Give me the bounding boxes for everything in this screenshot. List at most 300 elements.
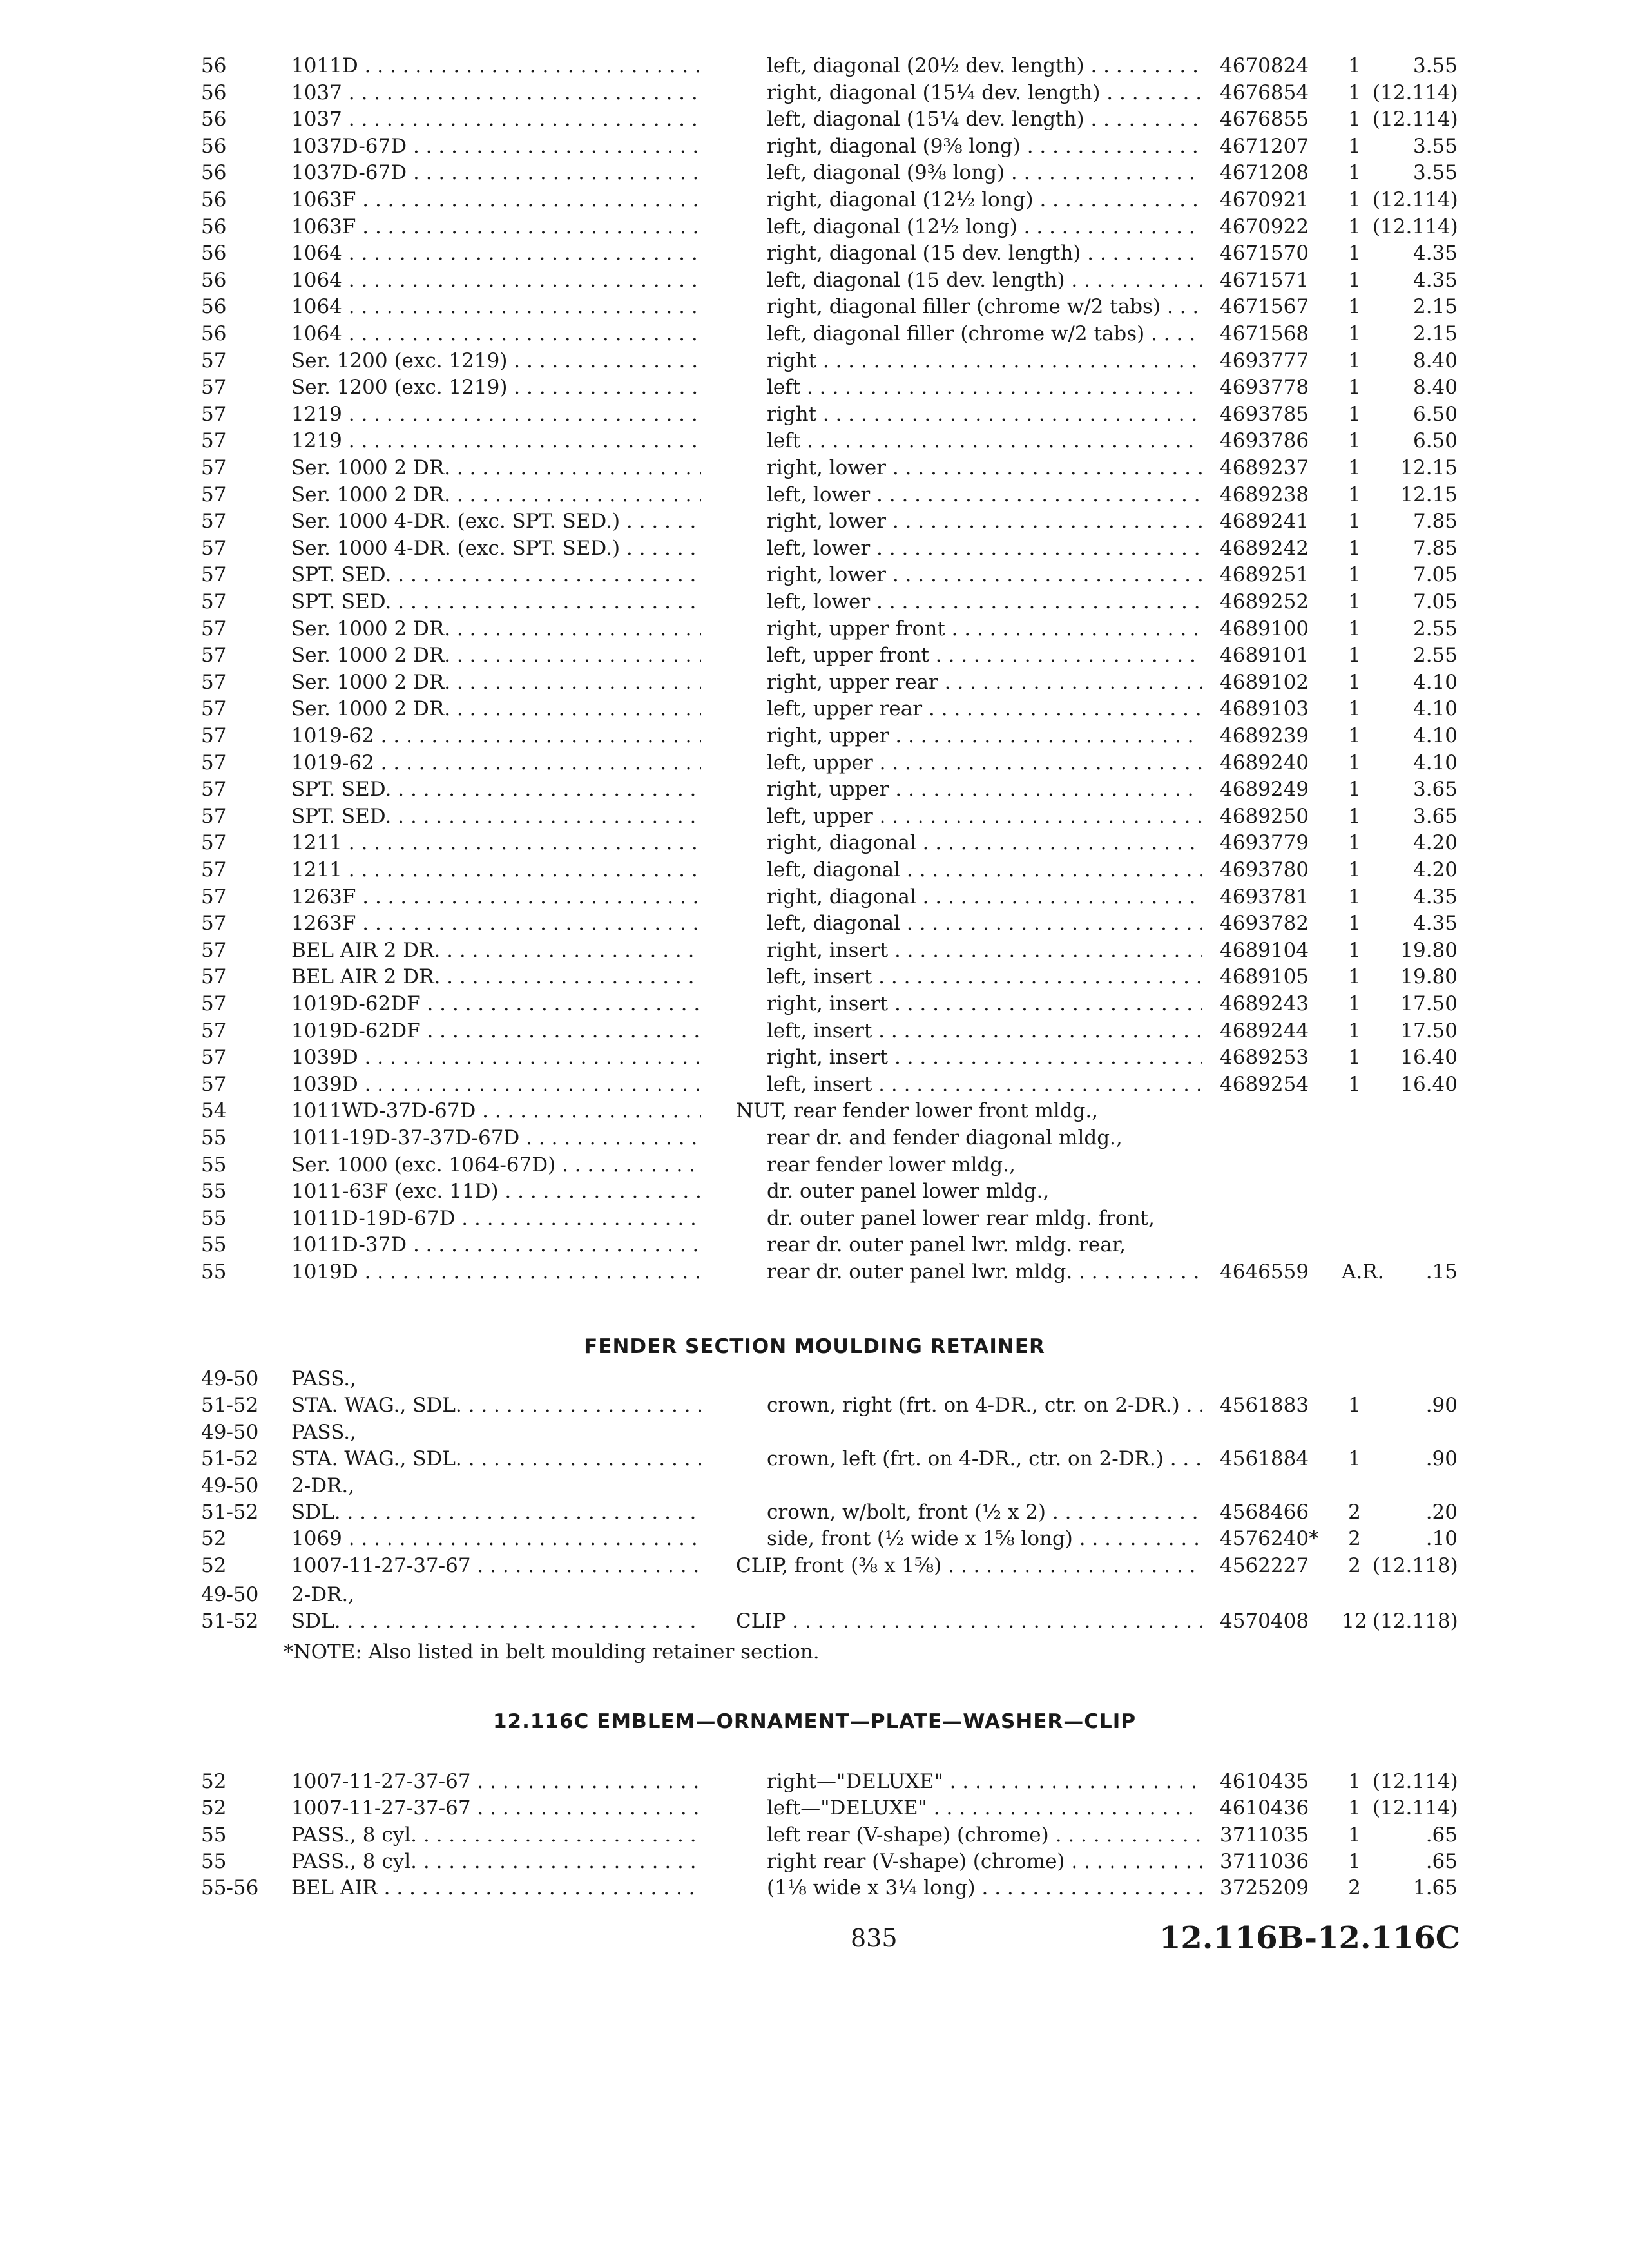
part-number-cell: 4689103 bbox=[1220, 697, 1309, 721]
part-number-cell: 4689105 bbox=[1220, 965, 1309, 989]
description-cell: crown, w/bolt, front (½ x 2) . . . bbox=[767, 1499, 1202, 1526]
part-row bbox=[0, 1232, 1629, 1258]
part-row bbox=[0, 1582, 1629, 1608]
year-cell: 56 bbox=[201, 242, 227, 265]
quantity-cell: 1 bbox=[1348, 483, 1361, 506]
price-cell: (12.114) bbox=[1373, 215, 1458, 238]
description-cell: left, diagonal filler (chrome w/2 tabs) . . . bbox=[767, 321, 1202, 347]
model-cell: PASS., bbox=[291, 1367, 356, 1390]
description-cell: side, front (½ wide x 1⅝ long) . . . bbox=[767, 1526, 1202, 1552]
description-cell: right—"DELUXE" . . . bbox=[767, 1769, 1202, 1795]
year-cell: 57 bbox=[201, 697, 227, 721]
part-number-cell: 4610436 bbox=[1220, 1796, 1309, 1820]
quantity-cell: 1 bbox=[1348, 242, 1361, 265]
part-number-cell: 4670824 bbox=[1220, 54, 1309, 77]
price-cell: 17.50 bbox=[1400, 992, 1458, 1015]
part-row bbox=[0, 723, 1629, 749]
model-cell: 1211 . . . bbox=[291, 857, 701, 883]
part-row bbox=[0, 1849, 1629, 1875]
part-row bbox=[0, 562, 1629, 588]
quantity-cell: 1 bbox=[1348, 1796, 1361, 1820]
price-cell: 4.10 bbox=[1412, 697, 1458, 721]
year-cell: 57 bbox=[201, 965, 227, 989]
part-row bbox=[0, 348, 1629, 374]
model-cell: SPT. SED. . . . bbox=[291, 562, 701, 588]
model-cell: 1011D-19D-67D . . . bbox=[291, 1206, 701, 1232]
description-cell: left, insert . . . bbox=[767, 1072, 1202, 1098]
model-cell: 1211 . . . bbox=[291, 830, 701, 856]
quantity-cell: 1 bbox=[1348, 161, 1361, 185]
quantity-cell: 1 bbox=[1348, 1823, 1361, 1847]
model-cell: 1069 . . . bbox=[291, 1526, 701, 1552]
quantity-cell: 1 bbox=[1348, 1072, 1361, 1096]
price-cell: 4.35 bbox=[1412, 912, 1458, 936]
model-cell: 1064 . . . bbox=[291, 240, 701, 267]
year-cell: 57 bbox=[201, 456, 227, 479]
year-cell: 57 bbox=[201, 885, 227, 908]
description-cell: right, upper . . . bbox=[767, 723, 1202, 749]
year-cell: 55 bbox=[201, 1153, 227, 1177]
part-number-cell: 4689252 bbox=[1220, 590, 1309, 613]
quantity-cell: 1 bbox=[1348, 215, 1361, 238]
description-cell: right, upper rear . . . bbox=[767, 669, 1202, 696]
price-cell: .20 bbox=[1425, 1501, 1458, 1524]
year-cell: 57 bbox=[201, 1019, 227, 1043]
part-row bbox=[0, 1822, 1629, 1849]
quantity-cell: 1 bbox=[1348, 1046, 1361, 1070]
description-cell: left, diagonal . . . bbox=[767, 857, 1202, 883]
model-cell: 1063F . . . bbox=[291, 214, 701, 240]
description-cell: left, lower . . . bbox=[767, 589, 1202, 615]
year-cell: 57 bbox=[201, 402, 227, 426]
price-cell: 4.20 bbox=[1412, 858, 1458, 881]
model-cell: 1007-11-27-37-67 . . . bbox=[291, 1769, 701, 1795]
year-cell: 56 bbox=[201, 108, 227, 131]
description-cell: left, insert . . . bbox=[767, 1018, 1202, 1044]
part-number-cell: 4676855 bbox=[1220, 108, 1309, 131]
part-number-cell: 4562227 bbox=[1220, 1554, 1309, 1577]
year-cell: 57 bbox=[201, 938, 227, 962]
part-number-cell: 4693778 bbox=[1220, 376, 1309, 399]
price-cell: 7.85 bbox=[1412, 536, 1458, 560]
model-cell: 1219 . . . bbox=[291, 401, 701, 428]
year-cell: 57 bbox=[201, 376, 227, 399]
quantity-cell: 1 bbox=[1348, 644, 1361, 668]
description-cell: right, insert . . . bbox=[767, 937, 1202, 964]
price-cell: 16.40 bbox=[1400, 1072, 1458, 1096]
model-cell: STA. WAG., SDL. . . . bbox=[291, 1392, 701, 1419]
part-row bbox=[0, 991, 1629, 1017]
price-cell: 3.55 bbox=[1412, 134, 1458, 158]
part-row bbox=[0, 1392, 1629, 1419]
model-cell: 1037D-67D . . . bbox=[291, 160, 701, 186]
price-cell: 4.10 bbox=[1412, 670, 1458, 694]
description-cell: right, lower . . . bbox=[767, 562, 1202, 588]
part-row bbox=[0, 1526, 1629, 1552]
price-cell: (12.114) bbox=[1373, 108, 1458, 131]
quantity-cell: 1 bbox=[1348, 188, 1361, 211]
part-row bbox=[0, 1473, 1629, 1499]
part-number-cell: 4689242 bbox=[1220, 536, 1309, 560]
part-number-cell: 4670921 bbox=[1220, 188, 1309, 211]
quantity-cell: A.R. bbox=[1342, 1260, 1384, 1283]
quantity-cell: 2 bbox=[1348, 1876, 1361, 1899]
price-cell: (12.114) bbox=[1373, 81, 1458, 104]
part-row bbox=[0, 1044, 1629, 1071]
part-row bbox=[0, 240, 1629, 267]
model-cell: Ser. 1200 (exc. 1219) . . . bbox=[291, 348, 701, 374]
quantity-cell: 1 bbox=[1348, 536, 1361, 560]
part-row bbox=[0, 106, 1629, 133]
part-number-cell: 4693786 bbox=[1220, 429, 1309, 453]
quantity-cell: 1 bbox=[1348, 965, 1361, 989]
description-cell: left, insert . . . bbox=[767, 964, 1202, 990]
quantity-cell: 1 bbox=[1348, 1850, 1361, 1873]
model-cell: Ser. 1000 2 DR. . . . bbox=[291, 642, 701, 669]
part-number-cell: 4689244 bbox=[1220, 1019, 1309, 1043]
part-number-cell: 4693779 bbox=[1220, 831, 1309, 855]
model-cell: 2-DR., bbox=[291, 1583, 355, 1606]
year-cell: 57 bbox=[201, 831, 227, 855]
description-cell: left, upper . . . bbox=[767, 803, 1202, 830]
part-row bbox=[0, 776, 1629, 803]
quantity-cell: 2 bbox=[1348, 1527, 1361, 1550]
model-cell: PASS., 8 cyl. . . . bbox=[291, 1822, 701, 1849]
price-cell: 6.50 bbox=[1412, 429, 1458, 453]
quantity-cell: 1 bbox=[1348, 938, 1361, 962]
part-row bbox=[0, 428, 1629, 454]
model-cell: 1011-19D-37-37D-67D . . . bbox=[291, 1125, 701, 1151]
description-cell: left, diagonal (12½ long) . . . bbox=[767, 214, 1202, 240]
part-row bbox=[0, 53, 1629, 79]
part-row bbox=[0, 1553, 1629, 1579]
description-cell: right rear (V-shape) (chrome) . . . bbox=[767, 1849, 1202, 1875]
year-cell: 52 bbox=[201, 1796, 227, 1820]
part-row bbox=[0, 696, 1629, 722]
model-cell: 1011D . . . bbox=[291, 53, 701, 79]
quantity-cell: 2 bbox=[1348, 1554, 1361, 1577]
description-cell: right, diagonal . . . bbox=[767, 884, 1202, 910]
part-row bbox=[0, 1018, 1629, 1044]
price-cell: 19.80 bbox=[1400, 965, 1458, 989]
description-cell: right . . . bbox=[767, 401, 1202, 428]
page-number: 835 bbox=[851, 1924, 898, 1952]
model-cell: 1064 . . . bbox=[291, 321, 701, 347]
model-cell: 1037 . . . bbox=[291, 106, 701, 133]
description-cell: NUT, rear fender lower front mldg., bbox=[736, 1099, 1099, 1123]
year-cell: 57 bbox=[201, 349, 227, 372]
year-cell: 57 bbox=[201, 617, 227, 640]
price-cell: 2.55 bbox=[1412, 617, 1458, 640]
description-cell: right, diagonal (15¼ dev. length) . . . bbox=[767, 80, 1202, 106]
year-cell: 56 bbox=[201, 268, 227, 292]
part-row bbox=[0, 750, 1629, 776]
part-number-cell: 4689253 bbox=[1220, 1046, 1309, 1070]
model-cell: Ser. 1000 4-DR. (exc. SPT. SED.) . . . bbox=[291, 508, 701, 535]
part-row bbox=[0, 1875, 1629, 1901]
description-cell: left, diagonal (20½ dev. length) . . . bbox=[767, 53, 1202, 79]
year-cell: 57 bbox=[201, 992, 227, 1015]
part-number-cell: 4693777 bbox=[1220, 349, 1309, 372]
price-cell: (12.118) bbox=[1373, 1554, 1458, 1577]
part-number-cell: 4689241 bbox=[1220, 510, 1309, 533]
quantity-cell: 1 bbox=[1348, 268, 1361, 292]
description-cell: right, diagonal filler (chrome w/2 tabs) . . . bbox=[767, 294, 1202, 320]
description-cell: rear dr. outer panel lwr. mldg. . . . bbox=[767, 1259, 1202, 1285]
model-cell: Ser. 1000 2 DR. . . . bbox=[291, 669, 701, 696]
description-cell: left—"DELUXE" . . . bbox=[767, 1795, 1202, 1821]
part-row bbox=[0, 1769, 1629, 1795]
quantity-cell: 1 bbox=[1348, 858, 1361, 881]
quantity-cell: 1 bbox=[1348, 885, 1361, 908]
price-cell: .90 bbox=[1425, 1394, 1458, 1417]
part-number-cell: 4689250 bbox=[1220, 804, 1309, 828]
model-cell: Ser. 1200 (exc. 1219) . . . bbox=[291, 374, 701, 401]
part-number-cell: 4689254 bbox=[1220, 1072, 1309, 1096]
year-cell: 55 bbox=[201, 1206, 227, 1230]
description-cell: crown, left (frt. on 4-DR., ctr. on 2-DR.) . . . bbox=[767, 1446, 1202, 1472]
model-cell: 1263F . . . bbox=[291, 910, 701, 937]
part-number-cell: 4689243 bbox=[1220, 992, 1309, 1015]
description-cell: right, insert . . . bbox=[767, 1044, 1202, 1071]
year-cell: 55 bbox=[201, 1260, 227, 1283]
year-cell: 55 bbox=[201, 1180, 227, 1204]
description-cell: right, diagonal (15 dev. length) . . . bbox=[767, 240, 1202, 267]
part-row bbox=[0, 830, 1629, 856]
description-cell: right, upper . . . bbox=[767, 776, 1202, 803]
part-row bbox=[0, 321, 1629, 347]
model-cell: 1019D-62DF . . . bbox=[291, 1018, 701, 1044]
part-row bbox=[0, 267, 1629, 294]
model-cell: BEL AIR 2 DR. . . . bbox=[291, 937, 701, 964]
year-cell: 56 bbox=[201, 295, 227, 319]
part-row bbox=[0, 884, 1629, 910]
year-cell: 55 bbox=[201, 1126, 227, 1149]
year-cell: 57 bbox=[201, 1072, 227, 1096]
model-cell: Ser. 1000 2 DR. . . . bbox=[291, 616, 701, 642]
description-cell: left, upper . . . bbox=[767, 750, 1202, 776]
year-cell: 55 bbox=[201, 1233, 227, 1257]
part-number-cell: 4689249 bbox=[1220, 778, 1309, 802]
model-cell: SPT. SED. . . . bbox=[291, 589, 701, 615]
model-cell: 1007-11-27-37-67 . . . bbox=[291, 1553, 701, 1579]
description-cell: CLIP . . . bbox=[736, 1608, 1202, 1635]
year-cell: 57 bbox=[201, 590, 227, 613]
price-cell: 7.85 bbox=[1412, 510, 1458, 533]
description-cell: left, diagonal . . . bbox=[767, 910, 1202, 937]
quantity-cell: 1 bbox=[1348, 912, 1361, 936]
description-cell: right, lower . . . bbox=[767, 455, 1202, 481]
part-number-cell: 4561883 bbox=[1220, 1394, 1309, 1417]
part-number-cell: 4671208 bbox=[1220, 161, 1309, 185]
description-cell: right, diagonal . . . bbox=[767, 830, 1202, 856]
model-cell: 1037 . . . bbox=[291, 80, 701, 106]
part-row bbox=[0, 455, 1629, 481]
price-cell: (12.118) bbox=[1373, 1610, 1458, 1633]
year-cell: 57 bbox=[201, 1046, 227, 1070]
description-cell: left, lower . . . bbox=[767, 535, 1202, 562]
price-cell: (12.114) bbox=[1373, 1770, 1458, 1793]
part-number-cell: 4689100 bbox=[1220, 617, 1309, 640]
part-row bbox=[0, 1178, 1629, 1205]
model-cell: SDL. . . . bbox=[291, 1608, 701, 1635]
price-cell: 2.55 bbox=[1412, 644, 1458, 668]
description-cell: right . . . bbox=[767, 348, 1202, 374]
price-cell: .90 bbox=[1425, 1447, 1458, 1470]
part-row bbox=[0, 1072, 1629, 1098]
year-cell: 51-52 bbox=[201, 1501, 259, 1524]
year-cell: 57 bbox=[201, 778, 227, 802]
price-cell: .15 bbox=[1425, 1260, 1458, 1283]
year-cell: 51-52 bbox=[201, 1447, 259, 1470]
quantity-cell: 1 bbox=[1348, 1770, 1361, 1793]
part-row bbox=[0, 1608, 1629, 1635]
part-row bbox=[0, 374, 1629, 401]
part-number-cell: 4689237 bbox=[1220, 456, 1309, 479]
quantity-cell: 1 bbox=[1348, 563, 1361, 587]
year-cell: 55 bbox=[201, 1823, 227, 1847]
description-cell: left, lower . . . bbox=[767, 482, 1202, 508]
part-number-cell: 4646559 bbox=[1220, 1260, 1309, 1283]
quantity-cell: 1 bbox=[1348, 108, 1361, 131]
year-cell: 56 bbox=[201, 215, 227, 238]
model-cell: 1263F . . . bbox=[291, 884, 701, 910]
part-number-cell: 4671570 bbox=[1220, 242, 1309, 265]
description-cell: dr. outer panel lower mldg., bbox=[767, 1180, 1050, 1204]
part-row bbox=[0, 616, 1629, 642]
description-cell: left, upper rear . . . bbox=[767, 696, 1202, 722]
part-number-cell: 4561884 bbox=[1220, 1447, 1309, 1470]
model-cell: 1039D . . . bbox=[291, 1072, 701, 1098]
price-cell: .10 bbox=[1425, 1527, 1458, 1550]
part-row bbox=[0, 642, 1629, 669]
part-row bbox=[0, 401, 1629, 428]
part-number-cell: 4568466 bbox=[1220, 1501, 1309, 1524]
quantity-cell: 1 bbox=[1348, 376, 1361, 399]
price-cell: 17.50 bbox=[1400, 1019, 1458, 1043]
section-heading-fender-retainer: FENDER SECTION MOULDING RETAINER bbox=[584, 1335, 1045, 1358]
quantity-cell: 1 bbox=[1348, 804, 1361, 828]
year-cell: 56 bbox=[201, 188, 227, 211]
part-row bbox=[0, 857, 1629, 883]
model-cell: 2-DR., bbox=[291, 1474, 355, 1497]
price-cell: 8.40 bbox=[1412, 349, 1458, 372]
price-cell: .65 bbox=[1425, 1823, 1458, 1847]
quantity-cell: 1 bbox=[1348, 134, 1361, 158]
part-row bbox=[0, 669, 1629, 696]
quantity-cell: 1 bbox=[1348, 778, 1361, 802]
price-cell: 19.80 bbox=[1400, 938, 1458, 962]
quantity-cell: 2 bbox=[1348, 1501, 1361, 1524]
model-cell: 1011-63F (exc. 11D) . . . bbox=[291, 1178, 701, 1205]
part-number-cell: 3711036 bbox=[1220, 1850, 1309, 1873]
year-cell: 52 bbox=[201, 1554, 227, 1577]
price-cell: 3.65 bbox=[1412, 804, 1458, 828]
part-row bbox=[0, 1098, 1629, 1124]
price-cell: 7.05 bbox=[1412, 590, 1458, 613]
year-cell: 56 bbox=[201, 54, 227, 77]
price-cell: (12.114) bbox=[1373, 188, 1458, 211]
description-cell: right, upper front . . . bbox=[767, 616, 1202, 642]
section-heading-emblem: 12.116C EMBLEM—ORNAMENT—PLATE—WASHER—CLIP bbox=[492, 1710, 1137, 1733]
description-cell: left, diagonal (15¼ dev. length) . . . bbox=[767, 106, 1202, 133]
quantity-cell: 1 bbox=[1348, 697, 1361, 721]
year-cell: 57 bbox=[201, 858, 227, 881]
model-cell: 1007-11-27-37-67 . . . bbox=[291, 1795, 701, 1821]
model-cell: SPT. SED. . . . bbox=[291, 803, 701, 830]
price-cell: 7.05 bbox=[1412, 563, 1458, 587]
description-cell: right, diagonal (9⅜ long) . . . bbox=[767, 133, 1202, 160]
quantity-cell: 1 bbox=[1348, 349, 1361, 372]
description-cell: crown, right (frt. on 4-DR., ctr. on 2-DR.) . . . bbox=[767, 1392, 1202, 1419]
description-cell: rear dr. outer panel lwr. mldg. rear, bbox=[767, 1233, 1126, 1257]
description-cell: rear fender lower mldg., bbox=[767, 1153, 1016, 1177]
year-cell: 51-52 bbox=[201, 1610, 259, 1633]
part-number-cell: 4689238 bbox=[1220, 483, 1309, 506]
year-cell: 56 bbox=[201, 161, 227, 185]
price-cell: 4.10 bbox=[1412, 724, 1458, 747]
model-cell: 1019-62 . . . bbox=[291, 750, 701, 776]
part-number-cell: 4676854 bbox=[1220, 81, 1309, 104]
part-number-cell: 4671207 bbox=[1220, 134, 1309, 158]
year-cell: 57 bbox=[201, 563, 227, 587]
part-number-cell: 4693782 bbox=[1220, 912, 1309, 936]
part-row bbox=[0, 508, 1629, 535]
description-cell: left rear (V-shape) (chrome) . . . bbox=[767, 1822, 1202, 1849]
price-cell: 3.65 bbox=[1412, 778, 1458, 802]
part-number-cell: 4689102 bbox=[1220, 670, 1309, 694]
part-row bbox=[0, 535, 1629, 562]
part-row bbox=[0, 803, 1629, 830]
year-cell: 55 bbox=[201, 1850, 227, 1873]
part-number-cell: 4693780 bbox=[1220, 858, 1309, 881]
price-cell: .65 bbox=[1425, 1850, 1458, 1873]
quantity-cell: 1 bbox=[1348, 1394, 1361, 1417]
price-cell: 3.55 bbox=[1412, 161, 1458, 185]
description-cell: right, insert . . . bbox=[767, 991, 1202, 1017]
quantity-cell: 12 bbox=[1342, 1610, 1367, 1633]
model-cell: Ser. 1000 (exc. 1064-67D) . . . bbox=[291, 1152, 701, 1178]
part-number-cell: 4693785 bbox=[1220, 402, 1309, 426]
year-cell: 57 bbox=[201, 804, 227, 828]
model-cell: BEL AIR 2 DR. . . . bbox=[291, 964, 701, 990]
model-cell: 1037D-67D . . . bbox=[291, 133, 701, 160]
part-row bbox=[0, 964, 1629, 990]
year-cell: 56 bbox=[201, 134, 227, 158]
description-cell: right, diagonal (12½ long) . . . bbox=[767, 187, 1202, 213]
part-number-cell: 4610435 bbox=[1220, 1770, 1309, 1793]
model-cell: Ser. 1000 2 DR. . . . bbox=[291, 696, 701, 722]
quantity-cell: 1 bbox=[1348, 831, 1361, 855]
quantity-cell: 1 bbox=[1348, 617, 1361, 640]
description-cell: CLIP, front (⅜ x 1⅝) . . . bbox=[736, 1553, 1202, 1579]
price-cell: 4.35 bbox=[1412, 885, 1458, 908]
quantity-cell: 1 bbox=[1348, 751, 1361, 774]
part-row bbox=[0, 160, 1629, 186]
part-number-cell: 4576240* bbox=[1220, 1527, 1319, 1550]
quantity-cell: 1 bbox=[1348, 81, 1361, 104]
year-cell: 49-50 bbox=[201, 1474, 259, 1497]
price-cell: 1.65 bbox=[1412, 1876, 1458, 1899]
part-number-cell: 4689101 bbox=[1220, 644, 1309, 668]
part-row bbox=[0, 910, 1629, 937]
section-reference: 12.116B-12.116C bbox=[1159, 1920, 1460, 1956]
part-row bbox=[0, 80, 1629, 106]
model-cell: 1019D . . . bbox=[291, 1259, 701, 1285]
footnote: *NOTE: Also listed in belt moulding retainer section. bbox=[284, 1640, 820, 1664]
model-cell: BEL AIR . . . bbox=[291, 1875, 701, 1901]
model-cell: 1011D-37D . . . bbox=[291, 1232, 701, 1258]
